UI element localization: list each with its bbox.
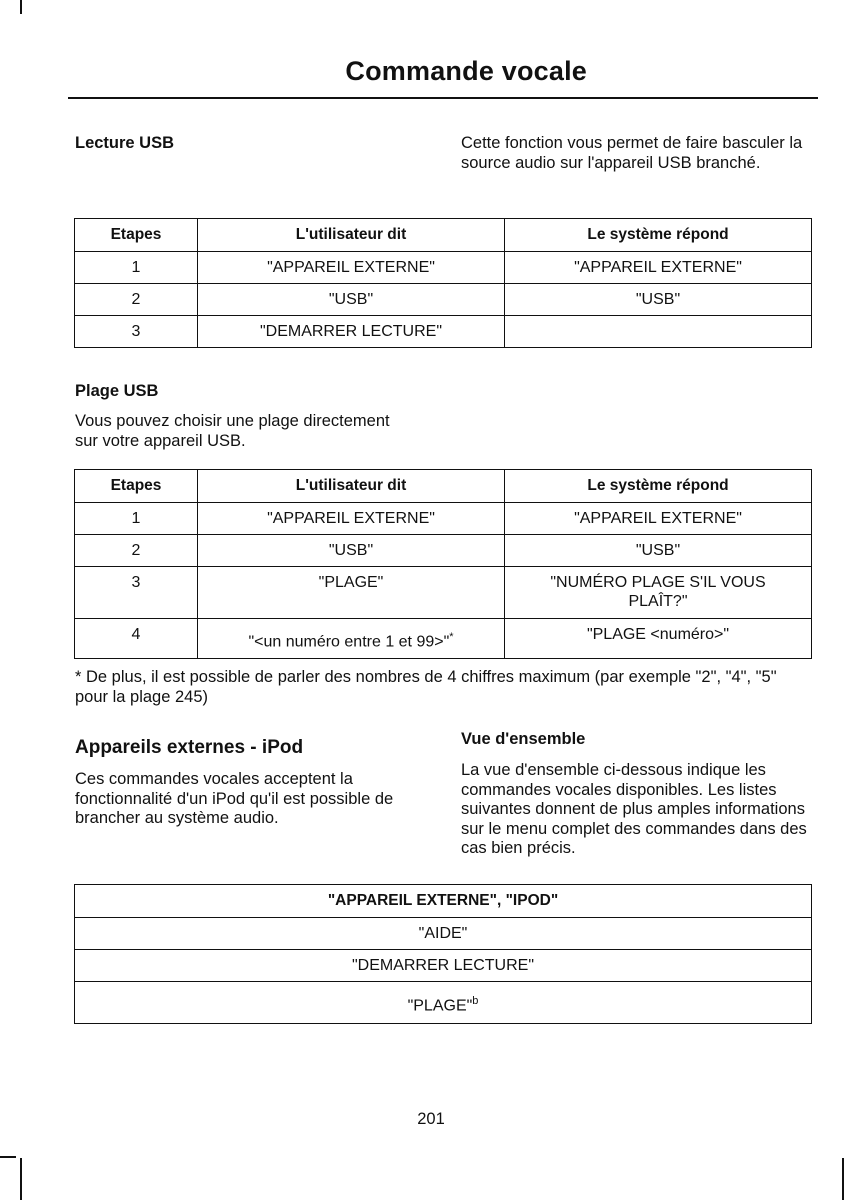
step-cell: 2 [75, 284, 198, 316]
ipod-table-header: "APPAREIL EXTERNE", "IPOD" [75, 885, 812, 918]
command-cell: "DEMARRER LECTURE" [75, 950, 812, 982]
table-row [75, 316, 812, 348]
system-responds-cell: "APPAREIL EXTERNE" [505, 503, 812, 535]
usb-playback-table [74, 218, 812, 348]
ipod-commands-table [74, 884, 812, 1024]
table-header-row [75, 219, 812, 252]
step-cell: 2 [75, 535, 198, 567]
system-responds-cell: "APPAREIL EXTERNE" [505, 252, 812, 284]
command-cell: "AIDE" [75, 918, 812, 950]
table-row [75, 503, 812, 535]
column-header-steps: Etapes [75, 219, 198, 252]
crop-mark-top-left [20, 0, 22, 14]
command-text: "PLAGE" [407, 997, 473, 1015]
page-number: 201 [417, 1110, 445, 1128]
column-header-steps: Etapes [75, 470, 198, 503]
crop-mark-bottom-left-horizontal [0, 1156, 16, 1158]
column-header-system-responds: Le système répond [505, 470, 812, 503]
table-row [75, 535, 812, 567]
usb-playback-description: Cette fonction vous permet de faire basculer la source audio sur l'appareil USB branché. [461, 134, 803, 172]
user-says-cell: "APPAREIL EXTERNE" [198, 252, 505, 284]
user-says-text: "<un numéro entre 1 et 99>" [248, 633, 450, 651]
usb-playback-heading: Lecture USB [75, 134, 175, 152]
usb-track-heading: Plage USB [75, 382, 159, 400]
footnote-marker: b [472, 995, 479, 1007]
crop-mark-bottom-left-vertical [20, 1158, 22, 1200]
table-row [75, 252, 812, 284]
system-responds-cell: "PLAGE <numéro>" [505, 619, 812, 659]
overview-heading: Vue d'ensemble [461, 730, 586, 748]
step-cell: 1 [75, 503, 198, 535]
ipod-description: Ces commandes vocales acceptent la fonctionnalité d'un iPod qu'il est possible de brancher au système audio. [75, 770, 394, 827]
crop-mark-bottom-right [842, 1158, 844, 1200]
step-cell: 3 [75, 316, 198, 348]
footnote-marker: * [449, 631, 454, 643]
system-responds-cell: "NUMÉRO PLAGE S'IL VOUS PLAÎT?" [505, 567, 812, 619]
step-cell: 3 [75, 567, 198, 619]
usb-track-footnote: * De plus, il est possible de parler des nombres de 4 chiffres maximum (par exemple "2", "4", "5" pour la plage 245) [75, 668, 777, 706]
user-says-cell: "PLAGE" [198, 567, 505, 619]
usb-track-description: Vous pouvez choisir une plage directement sur votre appareil USB. [75, 412, 390, 450]
column-header-user-says: L'utilisateur dit [198, 470, 505, 503]
table-header-row [75, 885, 812, 918]
system-responds-cell: "USB" [505, 535, 812, 567]
table-row [75, 619, 812, 659]
table-header-row [75, 470, 812, 503]
system-responds-cell [505, 316, 812, 348]
overview-description: La vue d'ensemble ci-dessous indique les commandes vocales disponibles. Les listes suivantes donnent de plus amples informations sur le menu complet des commandes dans des cas bien précis. [461, 761, 807, 857]
table-row [75, 567, 812, 619]
table-row [75, 918, 812, 950]
user-says-cell: "DEMARRER LECTURE" [198, 316, 505, 348]
system-responds-cell: "USB" [505, 284, 812, 316]
title-divider [68, 97, 818, 99]
usb-track-table [74, 469, 812, 659]
ipod-heading: Appareils externes - iPod [75, 737, 304, 758]
step-cell: 1 [75, 252, 198, 284]
table-row [75, 284, 812, 316]
page-title: Commande vocale [345, 56, 587, 86]
user-says-cell: "USB" [198, 535, 505, 567]
command-cell [75, 982, 812, 1024]
step-cell: 4 [75, 619, 198, 659]
user-says-cell: "USB" [198, 284, 505, 316]
user-says-cell: "APPAREIL EXTERNE" [198, 503, 505, 535]
table-row [75, 982, 812, 1024]
table-row [75, 950, 812, 982]
column-header-system-responds: Le système répond [505, 219, 812, 252]
user-says-cell [198, 619, 505, 659]
column-header-user-says: L'utilisateur dit [198, 219, 505, 252]
